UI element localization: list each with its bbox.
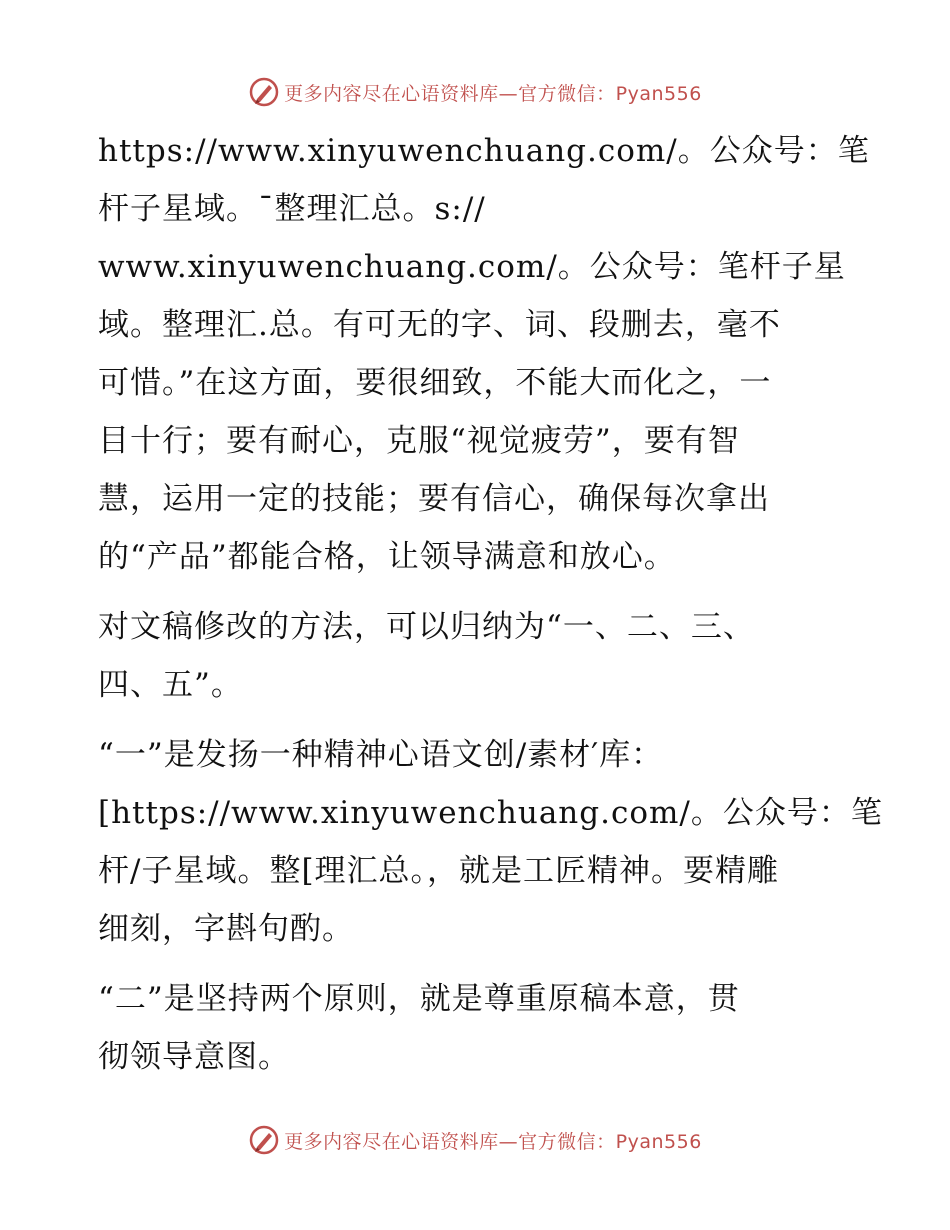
text-line: 杆子星域。¯整理汇总。s:// <box>98 191 486 227</box>
text-line: 的“产品”都能合格，让领导满意和放心。 <box>98 539 676 575</box>
text-line: 彻领导意图。 <box>98 1039 290 1075</box>
header-banner <box>0 72 950 112</box>
text-line: “二”是坚持两个原则，就是尊重原稿本意，贯 <box>98 981 740 1017</box>
paragraph-4 <box>98 970 850 1086</box>
text-line: www.xinyuwenchuang.com/。公众号：笔杆子星 <box>98 249 846 285</box>
text-line: [https://www.xinyuwenchuang.com/。公众号：笔 <box>98 795 883 831</box>
paragraph-1 <box>98 122 870 586</box>
paragraph-3 <box>98 726 883 958</box>
header-banner-text: 更多内容尽在心语资料库—官方微信：Pyan556 <box>284 82 702 105</box>
document-body <box>98 122 883 1086</box>
text-line: 域。整理汇.总。有可无的字、词、段删去，毫不 <box>98 307 781 343</box>
text-line: 对文稿修改的方法，可以归纳为“一、二、三、 <box>98 609 755 645</box>
text-line: 目十行；要有耐心，克服“视觉疲劳”，要有智 <box>98 423 740 459</box>
footer-banner <box>0 1120 950 1160</box>
text-line: https://www.xinyuwenchuang.com/。公众号：笔 <box>98 133 870 169</box>
pen-logo-icon <box>248 1124 280 1156</box>
text-line: “一”是发扬一种精神心语文创/素材′库： <box>98 737 664 773</box>
paragraph-2 <box>98 598 850 714</box>
text-line: 四、五”。 <box>98 667 243 703</box>
pen-logo-icon <box>248 76 280 108</box>
text-line: 杆/子星域。整[理汇总。，就是工匠精神。要精雕 <box>98 853 780 889</box>
footer-banner-text: 更多内容尽在心语资料库—官方微信：Pyan556 <box>284 1130 702 1153</box>
text-line: 慧，运用一定的技能；要有信心，确保每次拿出 <box>98 481 770 517</box>
text-line: 可惜。”在这方面，要很细致，不能大而化之，一 <box>98 365 772 401</box>
text-line: 细刻，字斟句酌。 <box>98 911 354 947</box>
